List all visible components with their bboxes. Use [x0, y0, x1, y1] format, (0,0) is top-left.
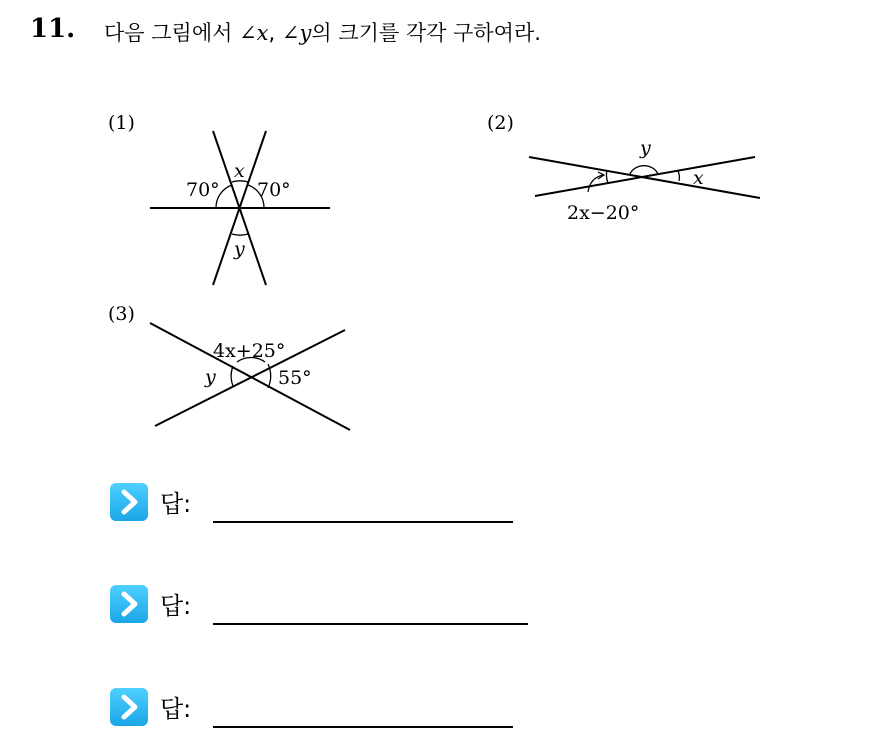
var-x: x — [234, 160, 245, 182]
answer-blank[interactable] — [213, 521, 513, 523]
angle-y-label: ∠y — [281, 21, 312, 45]
var-y: y — [234, 238, 245, 260]
answer-blank[interactable] — [213, 623, 528, 625]
answer-blank[interactable] — [213, 726, 513, 728]
angle-x-label: ∠x — [239, 21, 269, 45]
answer-label: 답: — [160, 592, 192, 620]
answer-label: 답: — [160, 490, 192, 518]
figure-1-label: (1) — [108, 112, 135, 134]
var-x: x — [693, 167, 704, 189]
expr-4x-25: 4x+25° — [213, 340, 286, 362]
angle-70-left: 70° — [186, 179, 220, 201]
arrow-icon — [110, 483, 148, 521]
var-y: y — [205, 366, 216, 388]
question-text-suffix: 의 크기를 각각 구하여라. — [311, 21, 541, 45]
arrow-icon — [110, 585, 148, 623]
expr-2x-20: 2x−20° — [567, 202, 640, 224]
var-y: y — [640, 137, 651, 159]
answer-label: 답: — [160, 695, 192, 723]
angle-arc-left — [231, 366, 233, 386]
angle-70-right: 70° — [257, 179, 291, 201]
question-number: 11. — [30, 14, 76, 44]
question-text-prefix: 다음 그림에서 — [104, 21, 240, 45]
figure-2-label: (2) — [487, 112, 514, 134]
figure-3-label: (3) — [108, 303, 135, 325]
arrow-icon — [110, 688, 148, 726]
question-separator: , — [268, 21, 282, 45]
angle-55: 55° — [278, 367, 312, 389]
